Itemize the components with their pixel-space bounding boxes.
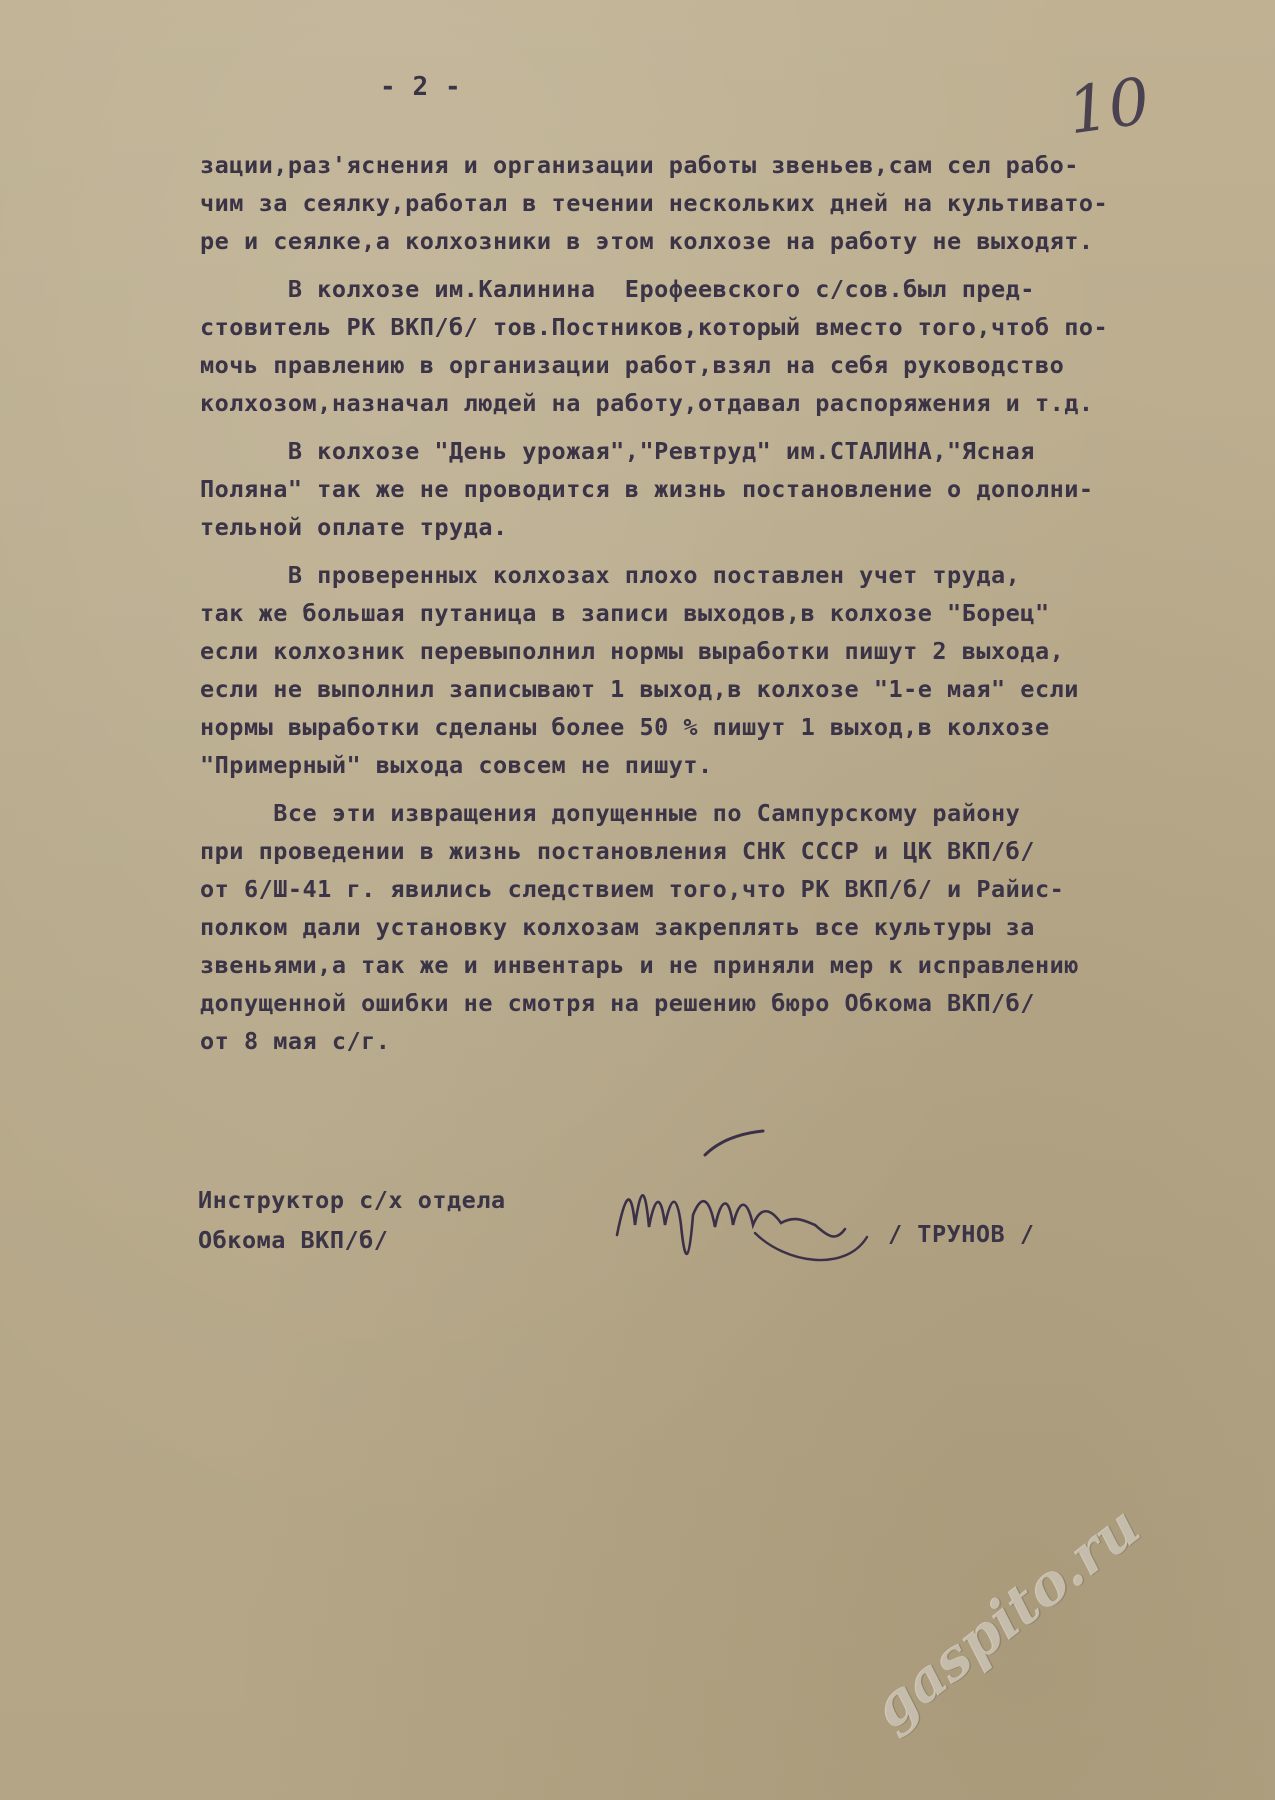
text-line: тельной оплате труда.: [200, 513, 508, 541]
folio-number: 10: [1063, 64, 1155, 150]
watermark: gaspito.ru: [860, 1493, 1153, 1743]
text-line: звеньями,а так же и инвентарь и не приняли мер к исправлению: [200, 951, 1079, 979]
text-line: мочь правлению в организации работ,взял на себя руководство: [200, 351, 1065, 379]
text-line: допущенной ошибки не смотря на решению бюро Обкома ВКП/б/: [200, 989, 1035, 1017]
text-line: колхозом,назначал людей на работу,отдавал распоряжения и т.д.: [200, 389, 1094, 417]
text-line: от 8 мая с/г.: [200, 1027, 391, 1055]
text-line: В колхозе им.Калинина Ерофеевского с/сов.был пред-: [200, 275, 1035, 303]
position-line: Обкома ВКП/б/: [198, 1226, 389, 1254]
page-number: - 2 -: [380, 72, 462, 102]
text-line: если колхозник перевыполнил нормы выработки пишут 2 выхода,: [200, 637, 1065, 665]
signature-position: [198, 1180, 506, 1260]
handwritten-signature: [605, 1125, 905, 1275]
text-line: ре и сеялке,а колхозники в этом колхозе на работу не выходят.: [200, 227, 1094, 255]
position-line: Инструктор с/х отдела: [198, 1186, 506, 1214]
text-line: чим за сеялку,работал в течении нескольких дней на культивато-: [200, 189, 1109, 217]
text-line: В колхозе "День урожая","Ревтруд" им.СТАЛИНА,"Ясная: [200, 437, 1035, 465]
text-line: стовитель РК ВКП/б/ тов.Постников,который вместо того,чтоб по-: [200, 313, 1109, 341]
text-line: В проверенных колхозах плохо поставлен учет труда,: [200, 561, 1021, 589]
text-line: так же большая путаница в записи выходов,в колхозе "Борец": [200, 599, 1050, 627]
text-line: Все эти извращения допущенные по Сампурскому району: [200, 799, 1021, 827]
signatory-name: / ТРУНОВ /: [888, 1220, 1035, 1248]
text-line: от 6/Ш-41 г. явились следствием того,что РК ВКП/б/ и Райис-: [200, 875, 1065, 903]
document-body: [200, 146, 1230, 1060]
text-line: нормы выработки сделаны более 50 % пишут 1 выход,в колхозе: [200, 713, 1050, 741]
text-line: "Примерный" выхода совсем не пишут.: [200, 751, 713, 779]
text-line: Поляна" так же не проводится в жизнь постановление о дополни-: [200, 475, 1094, 503]
text-line: зации,раз'яснения и организации работы звеньев,сам сел рабо-: [200, 151, 1079, 179]
text-line: полком дали установку колхозам закреплять все культуры за: [200, 913, 1035, 941]
text-line: при проведении в жизнь постановления СНК СССР и ЦК ВКП/б/: [200, 837, 1035, 865]
text-line: если не выполнил записывают 1 выход,в колхозе "1-е мая" если: [200, 675, 1079, 703]
